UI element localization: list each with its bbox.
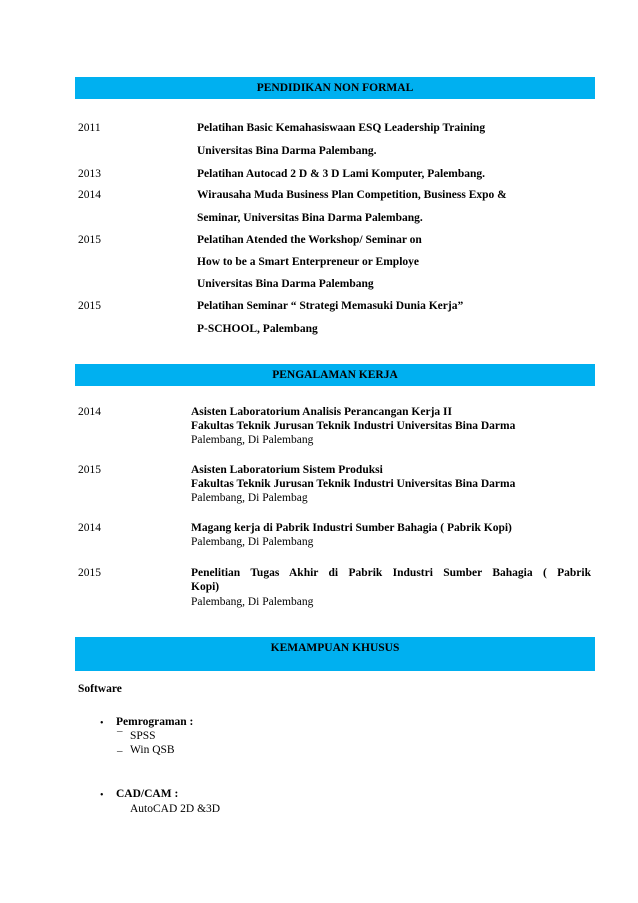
nonformal-line: Pelatihan Autocad 2 D & 3 D Lami Komputer, Palembang. xyxy=(197,168,486,180)
experience-title: Penelitian Tugas Akhir di Pabrik Industri Sumber Bahagia ( Pabrik xyxy=(191,567,591,579)
section-header-nonformal: PENDIDIKAN NON FORMAL xyxy=(75,77,595,99)
experience-title: Magang kerja di Pabrik Industri Sumber Bahagia ( Pabrik Kopi) xyxy=(191,522,512,534)
nonformal-line: How to be a Smart Enterpreneur or Employe xyxy=(197,256,419,268)
experience-place: Palembang, Di Palembang xyxy=(191,536,314,548)
skills-heading: Software xyxy=(78,683,122,695)
nonformal-line: Pelatihan Atended the Workshop/ Seminar on xyxy=(197,234,422,246)
nonformal-line: Pelatihan Basic Kemahasiswaan ESQ Leadership Training xyxy=(197,122,486,134)
nonformal-line: Universitas Bina Darma Palembang xyxy=(197,278,374,290)
skill-group-label: CAD/CAM : xyxy=(116,788,179,800)
nonformal-year: 2014 xyxy=(78,189,101,201)
bullet-icon: • xyxy=(100,718,104,729)
skill-item: Win QSB xyxy=(130,744,175,756)
skill-item: AutoCAD 2D &3D xyxy=(130,803,221,815)
skill-item: SPSS xyxy=(130,730,156,742)
list-mark: ¯ xyxy=(117,730,123,742)
nonformal-year: 2011 xyxy=(78,122,101,134)
experience-org: Fakultas Teknik Jurusan Teknik Industri Universitas Bina Darma xyxy=(191,478,516,490)
experience-year: 2015 xyxy=(78,464,101,476)
bullet-icon: • xyxy=(100,790,104,801)
experience-org: Fakultas Teknik Jurusan Teknik Industri Universitas Bina Darma xyxy=(191,420,516,432)
nonformal-year: 2015 xyxy=(78,234,101,246)
nonformal-line: Universitas Bina Darma Palembang. xyxy=(197,145,377,157)
skill-group-label: Pemrograman : xyxy=(116,716,194,728)
experience-title-cont: Kopi) xyxy=(191,581,220,593)
nonformal-line: Pelatihan Seminar “ Strategi Memasuki Dunia Kerja” xyxy=(197,300,464,312)
experience-year: 2014 xyxy=(78,522,101,534)
nonformal-line: Seminar, Universitas Bina Darma Palembang. xyxy=(197,212,423,224)
section-header-skills-band xyxy=(75,659,595,671)
experience-place: Palembang, Di Palembag xyxy=(191,492,308,504)
nonformal-line: P-SCHOOL, Palembang xyxy=(197,323,318,335)
nonformal-year: 2013 xyxy=(78,168,101,180)
section-header-skills: KEMAMPUAN KHUSUS xyxy=(75,637,595,659)
experience-place: Palembang, Di Palembang xyxy=(191,596,314,608)
experience-year: 2015 xyxy=(78,567,101,579)
list-mark: _ xyxy=(117,741,123,753)
experience-year: 2014 xyxy=(78,406,101,418)
nonformal-line: Wirausaha Muda Business Plan Competition, Business Expo & xyxy=(197,189,507,201)
experience-place: Palembang, Di Palembang xyxy=(191,434,314,446)
section-header-experience: PENGALAMAN KERJA xyxy=(75,364,595,386)
experience-title: Asisten Laboratorium Sistem Produksi xyxy=(191,464,383,476)
experience-title: Asisten Laboratorium Analisis Perancangan Kerja II xyxy=(191,406,452,418)
nonformal-year: 2015 xyxy=(78,300,101,312)
